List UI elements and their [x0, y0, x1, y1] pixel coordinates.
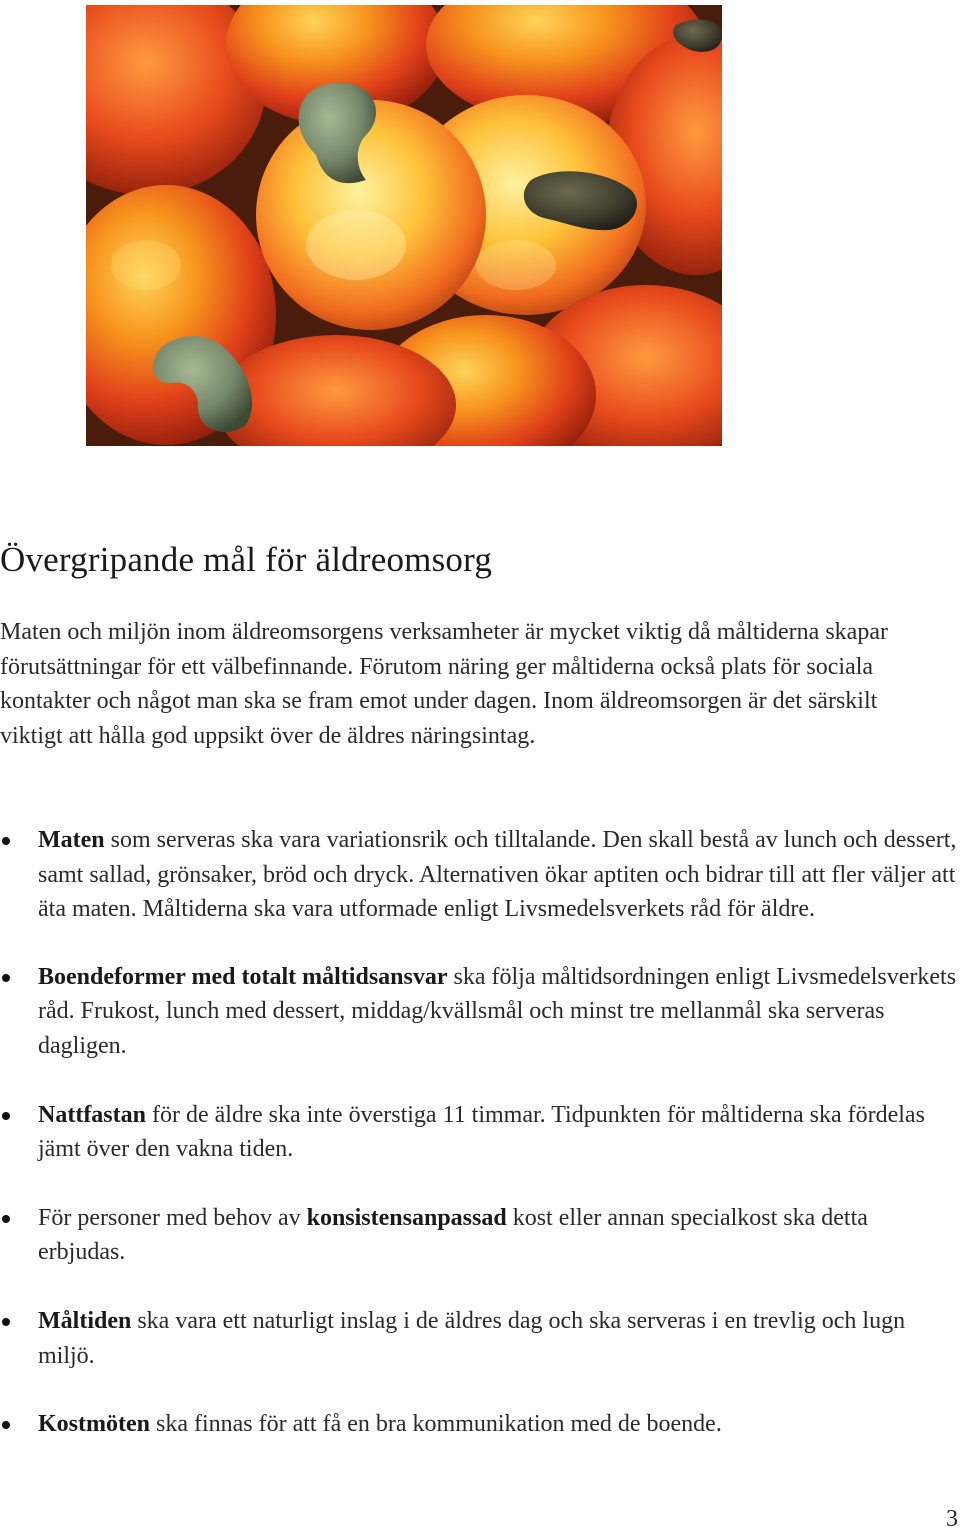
bullet-icon — [2, 1215, 10, 1223]
list-item-keyword: Kostmöten — [38, 1411, 150, 1438]
list-item: Nattfastan för de äldre ska inte överstiga 11 timmar. Tidpunkten för måltiderna ska fördelas jämt över den vakna tiden. — [0, 1098, 960, 1167]
bullet-icon — [2, 1318, 10, 1326]
bullet-icon — [2, 1112, 10, 1120]
bullet-icon — [2, 1421, 10, 1429]
list-item: Måltiden ska vara ett naturligt inslag i de äldres dag och ska serveras i en trevlig och lugn miljö. — [0, 1304, 960, 1373]
bullet-icon — [2, 837, 10, 845]
cashew-apples-photo — [86, 5, 722, 446]
list-item-keyword: Maten — [38, 827, 105, 853]
list-item-keyword: konsistensanpassad — [306, 1204, 507, 1231]
list-item: För personer med behov av konsistensanpassad kost eller annan specialkost ska detta erbjudas. — [0, 1201, 960, 1270]
list-item-keyword: Måltiden — [38, 1307, 132, 1334]
cashew-apples-illustration — [86, 5, 722, 446]
list-item-keyword: Nattfastan — [38, 1101, 146, 1128]
list-item-keyword: Boendeformer med totalt måltidsansvar — [38, 963, 448, 990]
list-item: Kostmöten ska finnas för att få en bra kommunikation med de boende. — [0, 1407, 960, 1442]
list-item: Maten som serveras ska vara variationsrik och tilltalande. Den skall bestå av lunch och dessert, samt sallad, grönsaker, bröd och dryck. Alternativen ökar aptiten och bidrar till att fler väljer att äta maten. Måltiderna ska vara utformade enligt Livsmedelsverkets råd för äldre. — [0, 823, 960, 927]
bullet-icon — [2, 974, 10, 982]
page-title: Övergripande mål för äldreomsorg — [0, 540, 493, 579]
list-item: Boendeformer med totalt måltidsansvar ska följa måltidsordningen enligt Livsmedelsverkets råd. Frukost, lunch med dessert, middag/kvällsmål och minst tre mellanmål ska serveras dagligen. — [0, 960, 960, 1064]
intro-paragraph: Maten och miljön inom äldreomsorgens verksamheter är mycket viktig då måltiderna skapar förutsättningar för ett välbefinnande. Förutom näring ger måltiderna också plats för sociala kontakter och något man ska se fram emot under dagen. Inom äldreomsorgen är det särskilt viktigt att hålla god uppsikt över de äldres näringsintag. — [0, 619, 888, 749]
page-number: 3 — [946, 1506, 958, 1531]
guideline-list — [0, 823, 960, 1442]
